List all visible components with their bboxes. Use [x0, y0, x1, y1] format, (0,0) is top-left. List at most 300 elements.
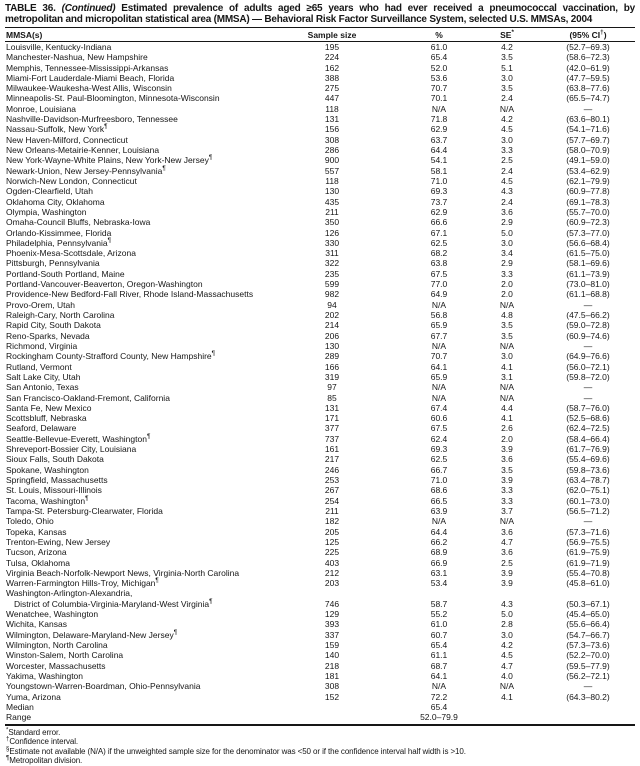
- cell-se: 3.3: [501, 485, 513, 496]
- cell-mmsa-name: Tampa-St. Petersburg-Clearwater, Florida: [6, 505, 163, 516]
- cell-se: 2.0: [501, 289, 513, 300]
- cell-sample-size: 322: [324, 258, 340, 269]
- cell-se: 4.5: [501, 124, 513, 135]
- header-row: [5, 28, 635, 42]
- cell-ci: (63.4–78.7): [566, 475, 610, 486]
- cell-percent: 61.1: [430, 650, 448, 661]
- cell-mmsa-name: San Antonio, Texas: [6, 382, 79, 393]
- cell-sample-size: 152: [324, 691, 340, 702]
- ci-footnote-mark: †: [600, 29, 604, 37]
- cell-mmsa-name: Toledo, Ohio: [6, 516, 54, 527]
- cell-percent: 65.4: [430, 52, 448, 63]
- table-row: [5, 496, 635, 506]
- cell-ci: (45.4–65.0): [566, 609, 610, 620]
- table-row: [5, 135, 635, 145]
- table-row: [5, 630, 635, 640]
- table-title-label: TABLE 36.: [5, 3, 56, 14]
- cell-ci: (56.6–68.4): [566, 237, 610, 248]
- footnote-text: Metropolitan division.: [9, 756, 83, 766]
- cell-mmsa-name: Worcester, Massachusetts: [6, 660, 106, 671]
- cell-mmsa-name: Portland-Vancouver-Beaverton, Oregon-Washington: [6, 279, 203, 290]
- cell-se: 3.9: [501, 444, 513, 455]
- cell-sample-size: 253: [324, 475, 340, 486]
- cell-sample-size: 982: [324, 289, 340, 300]
- cell-percent: 65.9: [430, 371, 448, 382]
- cell-sample-size: 388: [324, 72, 340, 83]
- cell-percent: 53.6: [430, 72, 448, 83]
- cell-sample-size: 156: [324, 124, 340, 135]
- cell-sample-size: 211: [325, 505, 339, 516]
- cell-percent: 71.8: [430, 114, 448, 125]
- cell-ci: (61.9–75.9): [566, 547, 610, 558]
- cell-percent: 67.7: [430, 330, 448, 341]
- table-row: [5, 289, 635, 299]
- cell-sample-size: 181: [324, 670, 340, 681]
- cell-ci: (55.6–66.4): [566, 619, 610, 630]
- table-body: [5, 41, 635, 724]
- table-row: [5, 692, 635, 702]
- cell-ci: (61.9–71.9): [566, 557, 610, 568]
- cell-ci: (56.9–75.5): [566, 536, 610, 547]
- footnote-mark: *: [6, 727, 9, 734]
- cell-mmsa-name: Shreveport-Bossier City, Louisiana: [6, 444, 137, 455]
- table-row: [5, 228, 635, 238]
- cell-mmsa-name: Louisville, Kentucky-Indiana: [6, 41, 112, 52]
- table-row: [5, 279, 635, 289]
- cell-sample-size: 166: [324, 361, 340, 372]
- table-row: [5, 124, 635, 134]
- cell-se: 3.1: [501, 371, 513, 382]
- cell-se: 2.0: [501, 279, 513, 290]
- cell-sample-size: 435: [324, 196, 340, 207]
- table-row: [5, 93, 635, 103]
- cell-ci: (57.3–71.6): [566, 526, 610, 537]
- cell-se: 2.9: [501, 258, 513, 269]
- cell-percent: 52.0: [430, 62, 448, 73]
- cell-se: 3.9: [501, 475, 513, 486]
- cell-sample-size: 162: [324, 62, 340, 73]
- cell-ci: (60.9–72.3): [566, 217, 610, 228]
- cell-percent: 63.1: [430, 567, 448, 578]
- cell-percent: 58.1: [430, 165, 448, 176]
- cell-sample-size: 212: [324, 567, 340, 578]
- footnotes: [5, 728, 635, 766]
- table-title-continued: (Continued): [61, 3, 116, 14]
- cell-se: 2.5: [501, 557, 513, 568]
- cell-ci: (45.8–61.0): [566, 578, 610, 589]
- cell-mmsa-name: Wilmington, Delaware-Maryland-New Jersey¶: [6, 628, 178, 640]
- cell-mmsa-name: Pittsburgh, Pennsylvania: [6, 258, 100, 269]
- cell-mmsa-name: Provo-Orem, Utah: [6, 299, 75, 310]
- cell-sample-size: 286: [324, 145, 340, 156]
- cell-percent: 68.7: [430, 660, 448, 671]
- table-row: [5, 41, 635, 52]
- cell-sample-size: 118: [325, 103, 339, 114]
- cell-sample-size: 337: [324, 629, 340, 640]
- cell-se: 2.5: [501, 155, 513, 166]
- table-row: [5, 341, 635, 351]
- cell-percent: 72.2: [430, 691, 448, 702]
- cell-mmsa-name: Spokane, Washington: [6, 464, 89, 475]
- summary-row-median: [5, 702, 635, 712]
- table-row: [5, 619, 635, 629]
- cell-ci: (55.4–69.6): [566, 454, 610, 465]
- cell-mmsa-name: Springfield, Massachusetts: [6, 475, 108, 486]
- cell-se: 3.0: [501, 629, 513, 640]
- cell-mmsa-name: Youngstown-Warren-Boardman, Ohio-Pennsylvania: [6, 681, 201, 692]
- cell-mmsa-name: Minneapolis-St. Paul-Bloomington, Minnesota-Wisconsin: [6, 93, 220, 104]
- cell-ci: —: [583, 103, 593, 114]
- cell-percent: 60.6: [430, 413, 448, 424]
- cell-percent: 53.4: [430, 578, 448, 589]
- cell-ci: (64.9–76.6): [566, 351, 610, 362]
- cell-percent: 77.0: [430, 279, 448, 290]
- cell-se: 2.4: [501, 93, 513, 104]
- cell-mmsa-name: Wenatchee, Washington: [6, 609, 99, 620]
- table-header: [5, 28, 635, 42]
- table-row: [5, 444, 635, 454]
- cell-se: N/A: [499, 299, 515, 310]
- cell-percent: N/A: [431, 299, 447, 310]
- cell-sample-size: 254: [324, 495, 340, 506]
- table-row: [5, 527, 635, 537]
- cell-percent: 54.1: [430, 155, 448, 166]
- footnote-text: Standard error.: [8, 728, 61, 738]
- cell-sample-size: 182: [324, 516, 340, 527]
- cell-se: 2.4: [501, 165, 513, 176]
- footnote-standard-error: [6, 728, 635, 737]
- cell-sample-size: 319: [324, 371, 340, 382]
- cell-percent: 52.0–79.9: [385, 712, 493, 724]
- cell-sample-size: 131: [324, 114, 340, 125]
- cell-ci: [521, 702, 635, 712]
- table-row: [5, 186, 635, 196]
- cell-percent: 66.7: [430, 464, 448, 475]
- cell-sample-size: 289: [324, 351, 340, 362]
- cell-se: 5.0: [501, 609, 513, 620]
- cell-percent: 68.6: [430, 485, 448, 496]
- cell-percent: N/A: [431, 516, 447, 527]
- cell-percent: 66.6: [430, 217, 448, 228]
- cell-percent: 64.9: [430, 289, 448, 300]
- table-row: [5, 568, 635, 578]
- cell-se: 3.5: [501, 320, 513, 331]
- cell-sample-size: 403: [324, 557, 340, 568]
- cell-se: 4.4: [501, 402, 513, 413]
- table-row: [5, 73, 635, 83]
- cell-ci: —: [583, 392, 593, 403]
- cell-mmsa-name: Washington-Arlington-Alexandria, District of Columbia-Virginia-Maryland-West Virginia¶: [6, 588, 213, 609]
- cell-mmsa-name: Omaha-Council Bluffs, Nebraska-Iowa: [6, 217, 151, 228]
- cell-sample-size: 599: [324, 279, 340, 290]
- cell-se: 3.7: [501, 505, 513, 516]
- table-row: [5, 547, 635, 557]
- cell-se: 3.6: [501, 454, 513, 465]
- cell-percent: 62.9: [430, 206, 448, 217]
- cell-ci: (52.7–69.3): [566, 41, 610, 52]
- table-row: [5, 650, 635, 660]
- cell-se: 4.1: [501, 413, 513, 424]
- cell-se: 3.5: [501, 464, 513, 475]
- cell-ci: (56.5–71.2): [566, 505, 610, 516]
- cell-percent: 63.7: [430, 134, 448, 145]
- table-row: [5, 145, 635, 155]
- cell-mmsa-name: Trenton-Ewing, New Jersey: [6, 536, 111, 547]
- cell-percent: 67.1: [430, 227, 448, 238]
- cell-mmsa-name: Winston-Salem, North Carolina: [6, 650, 124, 661]
- cell-mmsa-name: Scottsbluff, Nebraska: [6, 413, 87, 424]
- cell-se: 3.0: [501, 134, 513, 145]
- cell-se: 3.6: [501, 547, 513, 558]
- table-row: [5, 485, 635, 495]
- cell-percent: N/A: [431, 340, 447, 351]
- cell-se: 3.3: [501, 268, 513, 279]
- cell-mmsa-name: Santa Fe, New Mexico: [6, 402, 92, 413]
- cell-se: 4.1: [501, 361, 513, 372]
- cell-sample-size: 311: [325, 248, 339, 259]
- cell-sample-size: 746: [324, 598, 340, 609]
- cell-sample-size: 557: [324, 165, 340, 176]
- cell-sample-size: 275: [324, 83, 340, 94]
- cell-ci: (50.3–67.1): [566, 598, 610, 609]
- table-title-text: Estimated prevalence of adults aged ≥65 years who had ever received a pneumococcal vaccination, by metropolitan and micropolitan statistical area (MMSA) — Behavioral Risk Factor Surveillance System, selected U.S. MMSAs, 2004: [5, 3, 636, 26]
- cell-mmsa-name: Newark-Union, New Jersey-Pennsylvania¶: [6, 164, 166, 176]
- table-row: [5, 114, 635, 124]
- cell-mmsa-name: Rapid City, South Dakota: [6, 320, 101, 331]
- cell-sample-size: 218: [324, 660, 340, 671]
- cell-percent: 65.9: [430, 320, 448, 331]
- cell-percent: 62.5: [430, 237, 448, 248]
- cell-percent: 66.5: [430, 495, 448, 506]
- cell-se: 4.1: [501, 691, 513, 702]
- cell-percent: 67.4: [430, 402, 448, 413]
- cell-se: N/A: [499, 103, 515, 114]
- cell-sample-size: 159: [324, 640, 340, 651]
- cell-percent: 61.0: [430, 41, 448, 52]
- cell-se: 3.3: [501, 145, 513, 156]
- footnote-text: Confidence interval.: [9, 737, 79, 747]
- cell-ci: —: [583, 299, 593, 310]
- cell-percent: 70.7: [430, 351, 448, 362]
- cell-se: 3.4: [501, 248, 513, 259]
- cell-se: N/A: [499, 392, 515, 403]
- cell-mmsa-name: Tucson, Arizona: [6, 547, 67, 558]
- cell-percent: 62.4: [430, 433, 448, 444]
- cell-percent: 71.0: [430, 175, 448, 186]
- table-row: [5, 83, 635, 93]
- cell-sample-size: 308: [324, 134, 340, 145]
- cell-se: 2.9: [501, 217, 513, 228]
- cell-mmsa-name: Yuma, Arizona: [6, 691, 61, 702]
- cell-mmsa-name: St. Louis, Missouri-Illinois: [6, 485, 102, 496]
- table-row: [5, 671, 635, 681]
- cell-ci: (59.0–72.8): [566, 320, 610, 331]
- cell-sample-size: 235: [324, 268, 340, 279]
- cell-ci: [521, 712, 635, 724]
- cell-sample-size: 125: [324, 536, 340, 547]
- column-header-se: [493, 28, 521, 42]
- cell-se: N/A: [499, 681, 515, 692]
- cell-ci: —: [583, 681, 593, 692]
- cell-se: 2.6: [501, 423, 513, 434]
- cell-sample-size: 131: [324, 402, 340, 413]
- cell-ci: (57.3–77.0): [566, 227, 610, 238]
- table-row: [5, 52, 635, 62]
- cell-percent: 64.1: [430, 670, 448, 681]
- cell-se: 4.0: [501, 670, 513, 681]
- cell-mmsa-name: New Orleans-Metairie-Kenner, Louisiana: [6, 145, 160, 156]
- cell-mmsa-name: Memphis, Tennessee-Mississippi-Arkansas: [6, 62, 169, 73]
- cell-ci: (49.1–59.0): [566, 155, 610, 166]
- table-row: [5, 166, 635, 176]
- cell-ci: (55.4–70.8): [566, 567, 610, 578]
- cell-mmsa-name: New York-Wayne-White Plains, New York-New Jersey¶: [6, 154, 213, 166]
- cell-se: 4.7: [501, 536, 513, 547]
- cell-percent: 61.0: [430, 619, 448, 630]
- cell-se: 4.5: [501, 650, 513, 661]
- cell-sample-size: 195: [324, 41, 340, 52]
- table-row: [5, 197, 635, 207]
- cell-percent: 63.9: [430, 505, 448, 516]
- cell-mmsa-name: Richmond, Virginia: [6, 340, 78, 351]
- footnote-mark: §: [6, 746, 10, 753]
- cell-percent: 69.3: [430, 186, 448, 197]
- cell-ci: (62.0–75.1): [566, 485, 610, 496]
- cell-se: 4.3: [501, 598, 513, 609]
- cell-mmsa-name: Yakima, Washington: [6, 670, 84, 681]
- cell-mmsa-name: Median: [6, 701, 34, 712]
- cell-sample-size: [279, 702, 385, 712]
- table-row: [5, 238, 635, 248]
- cell-percent: N/A: [431, 392, 447, 403]
- footnote-metropolitan-division: [6, 756, 635, 765]
- footnote-mark: ¶: [6, 755, 10, 762]
- table-row: [5, 207, 635, 217]
- cell-ci: (57.7–69.7): [566, 134, 610, 145]
- table-row: [5, 465, 635, 475]
- cell-percent: 58.7: [430, 598, 448, 609]
- cell-sample-size: 94: [327, 299, 337, 310]
- cell-ci: (53.4–62.9): [566, 165, 610, 176]
- prevalence-table: [5, 27, 635, 725]
- cell-mmsa-name: Warren-Farmington Hills-Troy, Michigan¶: [6, 577, 159, 589]
- table-row: [5, 176, 635, 186]
- cell-percent: 62.9: [430, 124, 448, 135]
- cell-percent: N/A: [431, 681, 447, 692]
- cell-ci: (69.1–78.3): [566, 196, 610, 207]
- cell-se: 3.5: [501, 83, 513, 94]
- se-label: SE: [500, 29, 512, 40]
- cell-percent: 56.8: [430, 310, 448, 321]
- column-header-percent: %: [385, 28, 493, 42]
- cell-se: 3.3: [501, 495, 513, 506]
- cell-percent: 65.4: [430, 701, 448, 712]
- cell-percent: N/A: [431, 103, 447, 114]
- cell-ci: (58.7–76.0): [566, 402, 610, 413]
- table-row: [5, 516, 635, 526]
- cell-se: 3.0: [501, 72, 513, 83]
- cell-ci: (59.8–72.0): [566, 371, 610, 382]
- table-row: [5, 588, 635, 609]
- cell-percent: 66.9: [430, 557, 448, 568]
- cell-mmsa-name: Manchester-Nashua, New Hampshire: [6, 52, 148, 63]
- cell-ci: (58.4–66.4): [566, 433, 610, 444]
- cell-sample-size: 205: [324, 526, 340, 537]
- table-row: [5, 217, 635, 227]
- cell-sample-size: 206: [324, 330, 340, 341]
- cell-percent: 70.1: [430, 93, 448, 104]
- table-row: [5, 104, 635, 114]
- cell-ci: (60.9–77.8): [566, 186, 610, 197]
- table-row: [5, 248, 635, 258]
- cell-ci: (58.6–72.3): [566, 52, 610, 63]
- cell-se: 3.6: [501, 206, 513, 217]
- cell-sample-size: 171: [324, 413, 340, 424]
- cell-ci: (55.7–70.0): [566, 206, 610, 217]
- cell-se: [493, 712, 521, 724]
- cell-sample-size: 97: [327, 382, 337, 393]
- table-row: [5, 63, 635, 73]
- cell-mmsa-name: Ogden-Clearfield, Utah: [6, 186, 93, 197]
- footnote-text: Estimate not available (N/A) if the unweighted sample size for the denominator was <50 or if the confidence interval half width is >10.: [9, 746, 466, 756]
- cell-ci: —: [583, 382, 593, 393]
- cell-ci: (52.5–68.6): [566, 413, 610, 424]
- cell-percent: 73.7: [430, 196, 448, 207]
- column-header-ci: [521, 28, 635, 42]
- cell-ci: (63.6–80.1): [566, 114, 610, 125]
- table-row: [5, 434, 635, 444]
- cell-sample-size: 246: [324, 464, 340, 475]
- cell-mmsa-name: Salt Lake City, Utah: [6, 371, 81, 382]
- cell-se: 4.2: [501, 41, 513, 52]
- cell-mmsa-name: Providence-New Bedford-Fall River, Rhode Island-Massachusetts: [6, 289, 254, 300]
- cell-percent: 68.2: [430, 248, 448, 259]
- cell-percent: 62.5: [430, 454, 448, 465]
- table-row: [5, 558, 635, 568]
- cell-ci: (60.9–74.6): [566, 330, 610, 341]
- cell-ci: (52.2–70.0): [566, 650, 610, 661]
- cell-se: 3.0: [501, 237, 513, 248]
- cell-percent: 64.4: [430, 526, 448, 537]
- se-footnote-mark: *: [511, 29, 514, 37]
- table-row: [5, 155, 635, 165]
- cell-sample-size: 202: [324, 310, 340, 321]
- footnote-mark: †: [6, 736, 10, 743]
- cell-mmsa-name: Wilmington, North Carolina: [6, 640, 108, 651]
- column-header-sample-size: Sample size: [279, 28, 385, 42]
- cell-percent: 70.7: [430, 83, 448, 94]
- table-row: [5, 372, 635, 382]
- cell-mmsa-name: Tulsa, Oklahoma: [6, 557, 70, 568]
- cell-se: 4.2: [501, 640, 513, 651]
- cell-se: 2.4: [501, 196, 513, 207]
- cell-se: 5.0: [501, 227, 513, 238]
- table-row: [5, 506, 635, 516]
- cell-ci: (62.1–79.9): [566, 175, 610, 186]
- cell-percent: 68.9: [430, 547, 448, 558]
- cell-sample-size: 130: [324, 186, 340, 197]
- table-row: [5, 454, 635, 464]
- cell-percent: 69.3: [430, 444, 448, 455]
- cell-percent: 63.8: [430, 258, 448, 269]
- cell-se: 5.1: [501, 62, 513, 73]
- cell-mmsa-name: Nashville-Davidson-Murfreesboro, Tennessee: [6, 114, 178, 125]
- table-row: [5, 393, 635, 403]
- cell-ci: (56.2–72.1): [566, 670, 610, 681]
- cell-ci: (61.1–68.8): [566, 289, 610, 300]
- cell-se: 2.0: [501, 433, 513, 444]
- cell-sample-size: [279, 712, 385, 724]
